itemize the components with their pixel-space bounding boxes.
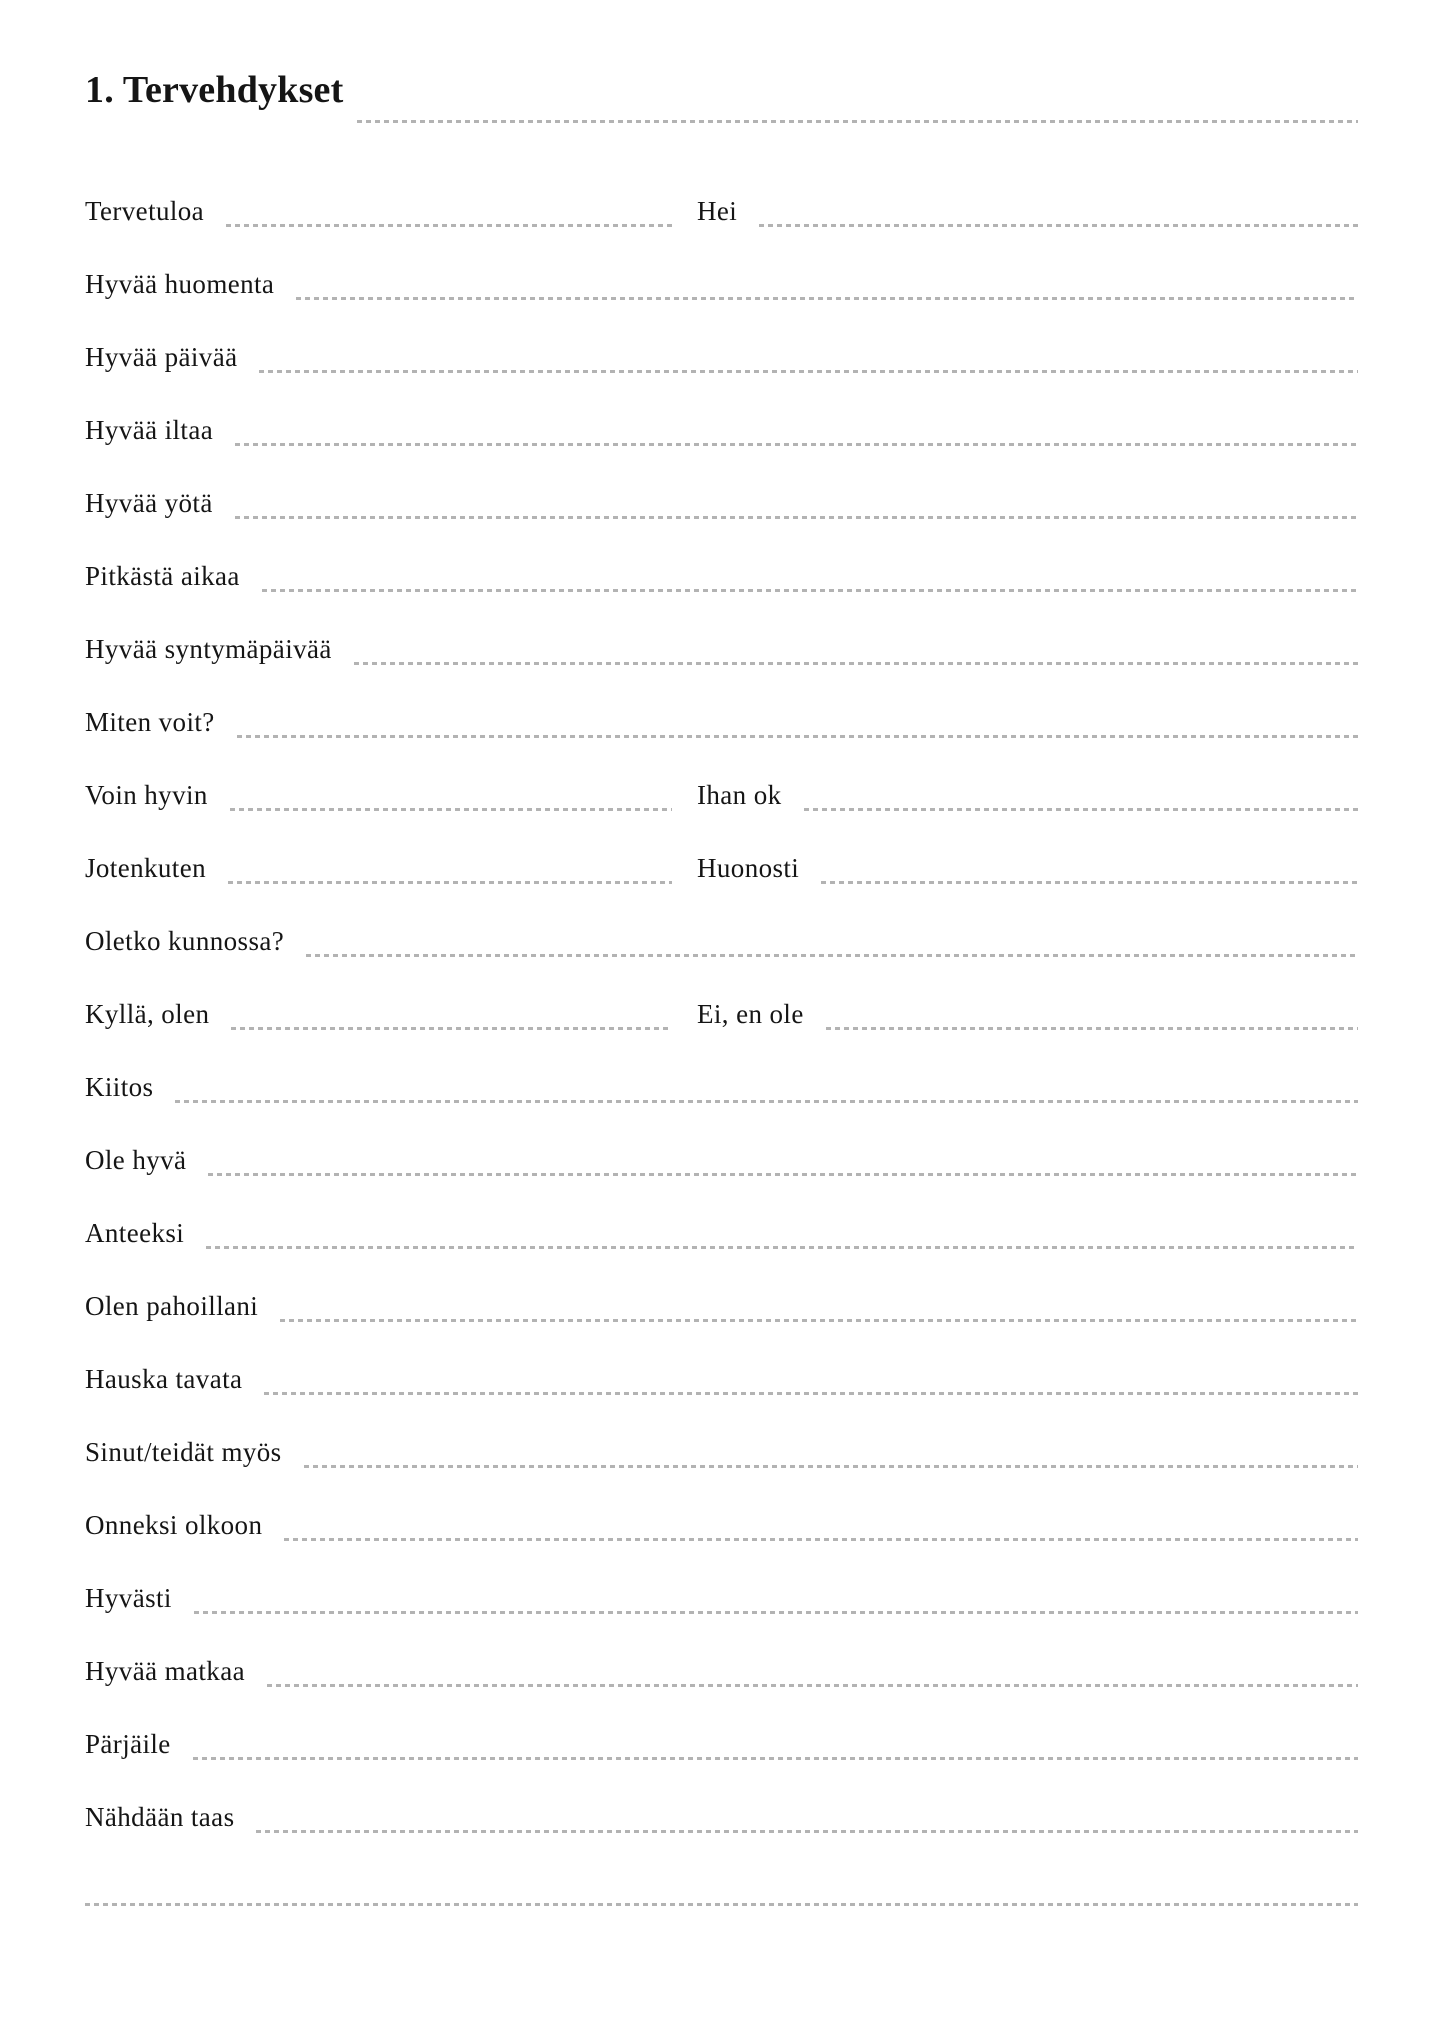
phrase-cell bbox=[85, 1142, 1358, 1178]
phrase-cell bbox=[85, 1069, 1358, 1105]
answer-blank-line bbox=[296, 297, 1358, 300]
phrase-row bbox=[85, 850, 1358, 886]
phrase-row bbox=[85, 1653, 1358, 1689]
phrase-label: Hyvää yötä bbox=[85, 488, 213, 518]
phrase-row bbox=[85, 558, 1358, 594]
answer-blank-line bbox=[256, 1830, 1358, 1833]
answer-blank-line bbox=[231, 1027, 672, 1030]
phrase-label: Hyvää syntymäpäivää bbox=[85, 634, 332, 664]
phrase-row bbox=[85, 631, 1358, 667]
answer-blank-line bbox=[193, 1757, 1358, 1760]
answer-blank-line bbox=[759, 224, 1358, 227]
phrase-row bbox=[85, 266, 1358, 302]
answer-blank-line bbox=[206, 1246, 1358, 1249]
phrase-cell bbox=[697, 850, 1358, 886]
phrase-row bbox=[85, 485, 1358, 521]
phrase-cell bbox=[85, 923, 1358, 959]
phrase-label: Oletko kunnossa? bbox=[85, 926, 285, 956]
phrase-cell bbox=[85, 631, 1358, 667]
phrase-row bbox=[85, 193, 1358, 229]
phrase-cell bbox=[85, 777, 672, 813]
section-header bbox=[85, 66, 1358, 114]
phrase-row bbox=[85, 412, 1358, 448]
phrase-label: Ei, en ole bbox=[697, 999, 804, 1029]
phrase-label: Hauska tavata bbox=[85, 1364, 243, 1394]
phrase-label: Jotenkuten bbox=[85, 853, 206, 883]
answer-blank-line bbox=[267, 1684, 1358, 1687]
answer-blank-line bbox=[194, 1611, 1358, 1614]
answer-blank-line bbox=[228, 881, 672, 884]
phrase-row bbox=[85, 923, 1358, 959]
phrase-label: Onneksi olkoon bbox=[85, 1510, 263, 1540]
phrase-cell bbox=[85, 1361, 1358, 1397]
phrase-label: Olen pahoillani bbox=[85, 1291, 259, 1321]
phrase-label: Ihan ok bbox=[697, 780, 782, 810]
answer-blank-line bbox=[262, 589, 1358, 592]
phrase-cell bbox=[85, 704, 1358, 740]
answer-blank-line bbox=[226, 224, 672, 227]
phrase-label: Pitkästä aikaa bbox=[85, 561, 240, 591]
phrase-label: Hyvää päivää bbox=[85, 342, 238, 372]
phrase-label: Hei bbox=[697, 196, 738, 226]
phrase-row bbox=[85, 1726, 1358, 1762]
phrase-cell bbox=[697, 193, 1358, 229]
phrase-label: Sinut/teidät myös bbox=[85, 1437, 282, 1467]
phrase-cell bbox=[85, 850, 672, 886]
phrase-label: Anteeksi bbox=[85, 1218, 185, 1248]
phrase-row bbox=[85, 1799, 1358, 1835]
phrase-label: Kiitos bbox=[85, 1072, 154, 1102]
phrase-row bbox=[85, 996, 1358, 1032]
phrase-cell bbox=[697, 777, 1358, 813]
phrase-row bbox=[85, 1288, 1358, 1324]
phrase-row bbox=[85, 704, 1358, 740]
answer-blank-line bbox=[85, 1903, 1358, 1906]
phrase-cell bbox=[85, 1726, 1358, 1762]
phrase-cell bbox=[85, 558, 1358, 594]
title-dotted-rule bbox=[357, 120, 1358, 123]
phrase-label: Voin hyvin bbox=[85, 780, 208, 810]
section-title: 1. Tervehdykset bbox=[85, 69, 344, 111]
phrase-row bbox=[85, 1215, 1358, 1251]
phrase-label: Hyvää iltaa bbox=[85, 415, 214, 445]
answer-blank-line bbox=[237, 735, 1358, 738]
answer-blank-line bbox=[259, 370, 1358, 373]
phrase-label: Pärjäile bbox=[85, 1729, 171, 1759]
phrase-cell bbox=[85, 1288, 1358, 1324]
phrase-label: Hyvää huomenta bbox=[85, 269, 275, 299]
phrase-cell bbox=[85, 339, 1358, 375]
answer-blank-line bbox=[821, 881, 1358, 884]
phrase-row bbox=[85, 1142, 1358, 1178]
answer-blank-line bbox=[235, 443, 1358, 446]
phrase-label: Tervetuloa bbox=[85, 196, 205, 226]
phrase-cell bbox=[697, 996, 1358, 1032]
phrase-row bbox=[85, 1580, 1358, 1616]
answer-blank-line bbox=[264, 1392, 1358, 1395]
phrase-cell bbox=[85, 485, 1358, 521]
phrase-row bbox=[85, 1434, 1358, 1470]
answer-blank-line bbox=[306, 954, 1358, 957]
phrase-row bbox=[85, 1507, 1358, 1543]
phrase-label: Miten voit? bbox=[85, 707, 215, 737]
phrase-label: Huonosti bbox=[697, 853, 800, 883]
phrase-cell bbox=[85, 1872, 1358, 1908]
phrase-row bbox=[85, 1361, 1358, 1397]
phrase-cell bbox=[85, 1215, 1358, 1251]
answer-blank-line bbox=[280, 1319, 1358, 1322]
phrase-cell bbox=[85, 1653, 1358, 1689]
phrase-label: Hyvästi bbox=[85, 1583, 172, 1613]
answer-blank-line bbox=[175, 1100, 1358, 1103]
answer-blank-line bbox=[826, 1027, 1358, 1030]
phrase-row bbox=[85, 339, 1358, 375]
phrase-row bbox=[85, 777, 1358, 813]
answer-blank-line bbox=[235, 516, 1358, 519]
phrase-cell bbox=[85, 193, 672, 229]
phrase-row bbox=[85, 1069, 1358, 1105]
answer-blank-line bbox=[230, 808, 672, 811]
phrase-cell bbox=[85, 266, 1358, 302]
phrase-label: Ole hyvä bbox=[85, 1145, 187, 1175]
answer-blank-line bbox=[804, 808, 1358, 811]
answer-blank-line bbox=[304, 1465, 1358, 1468]
answer-blank-line bbox=[354, 662, 1358, 665]
phrase-label: Kyllä, olen bbox=[85, 999, 210, 1029]
phrase-cell bbox=[85, 1434, 1358, 1470]
blank-row bbox=[85, 1872, 1358, 1908]
phrase-cell bbox=[85, 996, 672, 1032]
answer-blank-line bbox=[208, 1173, 1358, 1176]
phrase-label: Nähdään taas bbox=[85, 1802, 235, 1832]
answer-blank-line bbox=[284, 1538, 1358, 1541]
phrase-cell bbox=[85, 1799, 1358, 1835]
phrase-cell bbox=[85, 1580, 1358, 1616]
phrase-cell bbox=[85, 412, 1358, 448]
phrase-label: Hyvää matkaa bbox=[85, 1656, 245, 1686]
phrase-cell bbox=[85, 1507, 1358, 1543]
